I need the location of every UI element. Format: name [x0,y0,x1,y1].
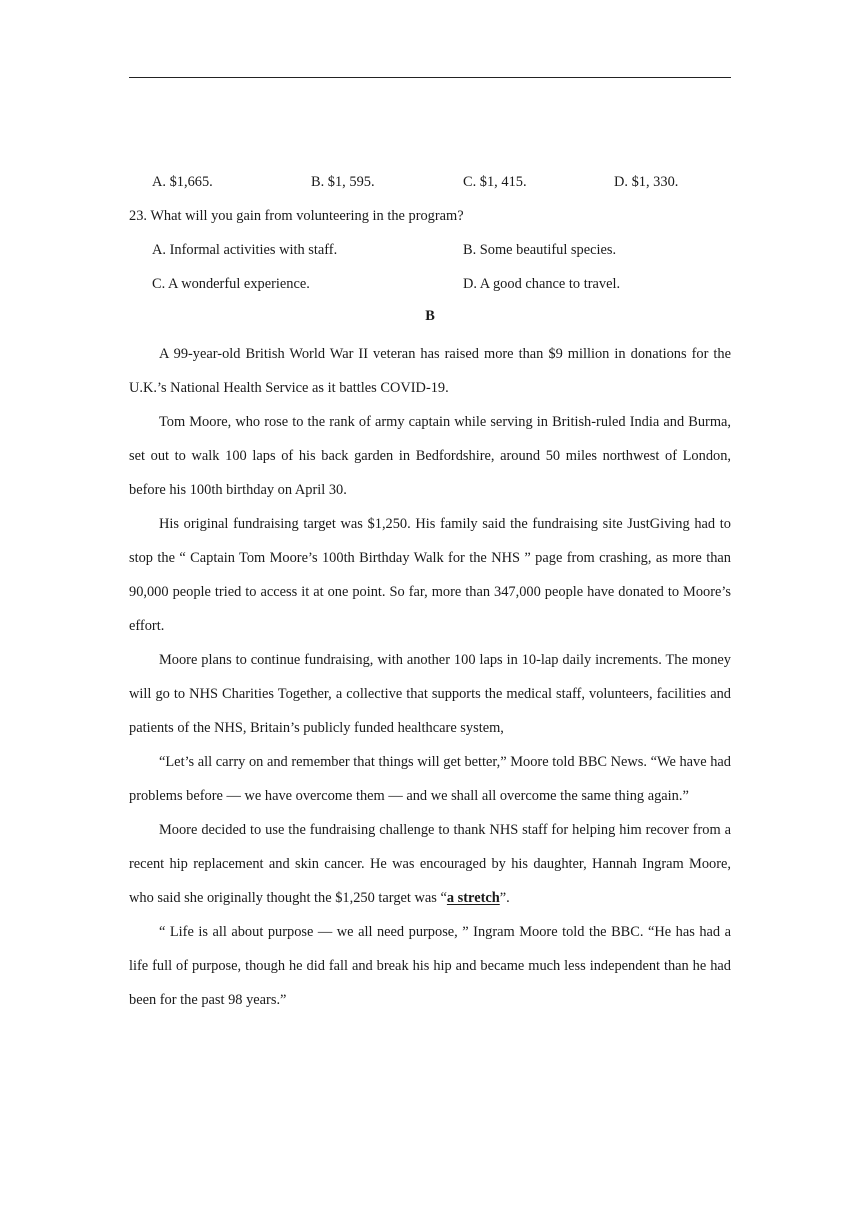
paragraph-6 [129,813,731,915]
q22-option-d: D. $1, 330. [614,174,679,190]
q22-option-b: B. $1, 595. [311,174,375,190]
header-rule [129,77,731,78]
paragraph-7: “ Life is all about purpose — we all need purpose, ” Ingram Moore told the BBC. “He has had a life full of purpose, though he did fall and break his hip and became much less independent than he had been for the past 98 years.” [129,924,731,1008]
q23-option-c: C. A wonderful experience. [152,276,310,292]
article-body [129,337,731,1017]
paragraph-2: Tom Moore, who rose to the rank of army captain while serving in British-ruled India and Burma, set out to walk 100 laps of his back garden in Bedfordshire, around 50 miles northwest of London, before his 100th birthday on April 30. [129,414,731,498]
paragraph-1: A 99-year-old British World War II veteran has raised more than $9 million in donations for the U.K.’s National Health Service as it battles COVID-19. [129,346,731,396]
q23-option-a: A. Informal activities with staff. [152,242,338,258]
paragraph-4: Moore plans to continue fundraising, with another 100 laps in 10-lap daily increments. The money will go to NHS Charities Together, a collective that supports the medical staff, volunteers, facilities and patients of the NHS, Britain’s publicly funded healthcare system, [129,652,731,736]
paragraph-6-tail: ”. [499,890,510,906]
q23-question: 23. What will you gain from volunteering in the program? [129,208,464,224]
q22-option-c: C. $1, 415. [463,174,527,190]
paragraph-3: His original fundraising target was $1,250. His family said the fundraising site JustGiving had to stop the “ Captain Tom Moore’s 100th Birthday Walk for the NHS ” page from crashing, as more than 90,000 people tried to access it at one point. So far, more than 347,000 people have donated to Moore’s effort. [129,516,731,634]
q23-option-d: D. A good chance to travel. [463,276,621,292]
q22-option-a: A. $1,665. [152,174,213,190]
paragraph-5: “Let’s all carry on and remember that things will get better,” Moore told BBC News. “We have had problems before — we have overcome them — and we shall all overcome the same thing again.” [129,754,731,804]
underlined-phrase: a stretch [446,890,500,906]
paragraph-6-text: Moore decided to use the fundraising challenge to thank NHS staff for helping him recover from a recent hip replacement and skin cancer. He was encouraged by his daughter, Hannah Ingram Moore, who said she originally thought the $1,250 target was “ [129,822,731,906]
q23-option-b: B. Some beautiful species. [463,242,617,258]
section-title: B [425,308,435,324]
